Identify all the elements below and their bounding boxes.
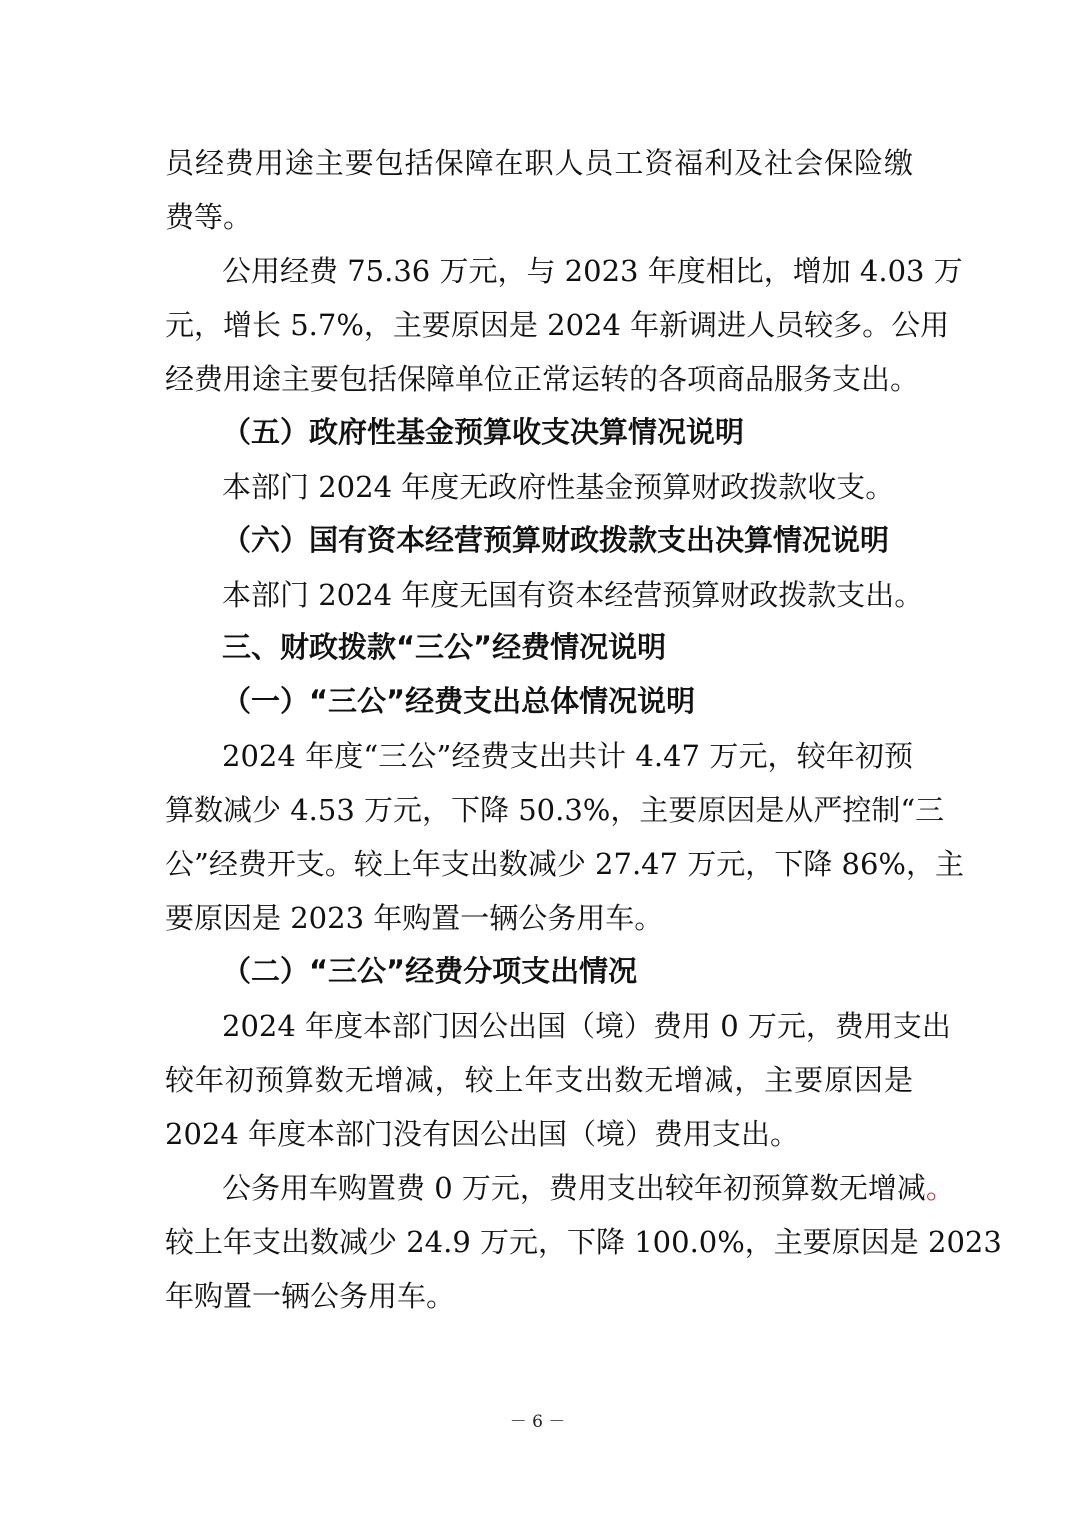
chapter-heading: 三、财政拨款“三公”经费情况说明 bbox=[222, 630, 667, 664]
page-number: － 6 － bbox=[509, 1412, 566, 1432]
paragraph-line: 算数减少 4.53 万元，下降 50.3%，主要原因是从严控制“三 bbox=[165, 793, 945, 827]
section-heading: （五）政府性基金预算收支决算情况说明 bbox=[222, 415, 745, 449]
paragraph-text: 公务用车购置费 0 万元，费用支出较年初预算数无增减 bbox=[222, 1171, 926, 1205]
paragraph-line: 员经费用途主要包括保障在职人员工资福利及社会保险缴 bbox=[165, 146, 913, 180]
section-heading: （六）国有资本经营预算财政拨款支出决算情况说明 bbox=[222, 523, 890, 557]
paragraph-line: 较上年支出数减少 24.9 万元，下降 100.0%，主要原因是 2023 bbox=[165, 1225, 1002, 1259]
paragraph-line: 年购置一辆公务用车。 bbox=[165, 1279, 456, 1313]
section-heading: （二）“三公”经费分项支出情况 bbox=[222, 954, 638, 988]
paragraph-line: 2024 年度本部门因公出国（境）费用 0 万元，费用支出 bbox=[222, 1009, 951, 1043]
paragraph-line: 要原因是 2023 年购置一辆公务用车。 bbox=[165, 901, 664, 935]
paragraph-line: 公”经费开支。较上年支出数减少 27.47 万元，下降 86%，主 bbox=[165, 847, 964, 881]
red-punctuation-mark: 。 bbox=[925, 1171, 955, 1205]
paragraph-line: 元，增长 5.7%，主要原因是 2024 年新调进人员较多。公用 bbox=[165, 308, 950, 342]
paragraph-line: 2024 年度本部门没有因公出国（境）费用支出。 bbox=[165, 1117, 800, 1151]
paragraph-line: 经费用途主要包括保障单位正常运转的各项商品服务支出。 bbox=[165, 362, 920, 396]
paragraph-line: 2024 年度“三公”经费支出共计 4.47 万元，较年初预 bbox=[222, 739, 913, 773]
paragraph-line: 较年初预算数无增减，较上年支出数无增减，主要原因是 bbox=[165, 1063, 913, 1097]
paragraph-line bbox=[222, 1161, 955, 1215]
paragraph-line: 公用经费 75.36 万元，与 2023 年度相比，增加 4.03 万 bbox=[222, 254, 963, 288]
paragraph-line: 本部门 2024 年度无政府性基金预算财政拨款收支。 bbox=[222, 470, 895, 504]
paragraph-line: 费等。 bbox=[165, 200, 253, 234]
paragraph-line: 本部门 2024 年度无国有资本经营预算财政拨款支出。 bbox=[222, 578, 924, 612]
section-heading: （一）“三公”经费支出总体情况说明 bbox=[222, 684, 696, 718]
